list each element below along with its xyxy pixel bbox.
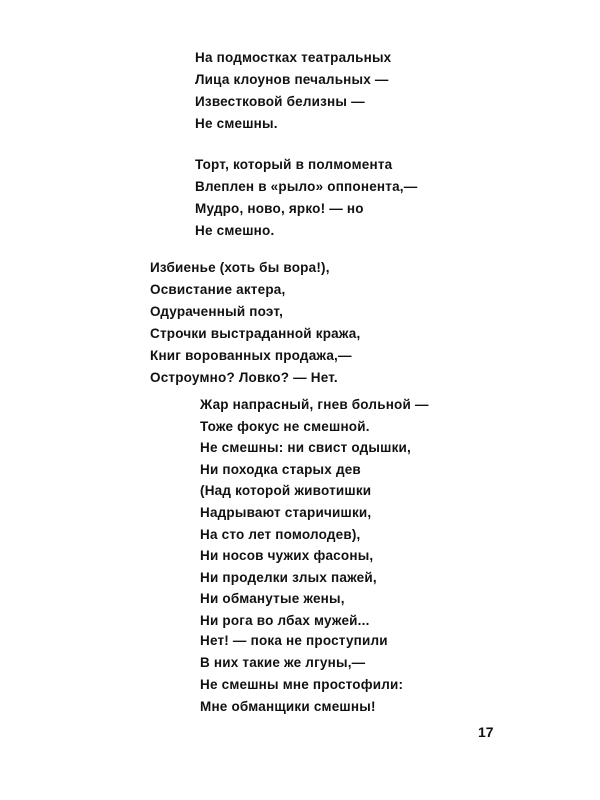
poem-line: Освистание актера, [150,282,286,297]
poem-line: Ни носов чужих фасоны, [200,548,374,564]
poem-line: Не смешны. [195,116,278,131]
poem-line: Мудро, ново, ярко! — но [195,201,364,216]
poem-line: Известковой белизны — [195,94,365,109]
poem-line: Лица клоунов печальных — [195,72,389,87]
stanza-4 [200,394,429,632]
poem-line: Ни походка старых дев [200,461,361,477]
poem-line: Строчки выстраданной кража, [150,326,361,341]
poem-line: В них такие же лгуны,— [200,655,366,670]
stanza-2 [195,154,417,242]
page-number: 17 [478,724,494,740]
stanza-1 [195,47,391,135]
poem-line: Влеплен в «рыло» оппонента,— [195,179,418,194]
stanza-5 [200,630,403,718]
poem-line: На сто лет помолодев), [200,526,361,542]
poem-line: Тоже фокус не смешной. [200,418,370,434]
poem-line: (Над которой животишки [200,483,372,499]
poem-line: Мне обманщики смешны! [200,699,376,714]
poem-line: Ни обманутые жены, [200,591,345,607]
poem-line: Жар напрасный, гнев больной — [200,397,429,412]
poem-line: Остроумно? Ловко? — Нет. [150,370,338,385]
poem-line: Не смешно. [195,223,275,238]
poem-line: На подмостках театральных [195,50,392,65]
poem-line: Не смешны: ни свист одышки, [200,440,411,456]
poem-line: Не смешны мне простофили: [200,677,404,692]
poem-line: Одураченный поэт, [150,304,284,319]
poem-line: Ни рога во лбах мужей... [200,612,370,628]
stanza-3 [150,257,360,389]
poem-line: Книг ворованных продажа,— [150,348,352,363]
poem-line: Избиенье (хоть бы вора!), [150,260,330,275]
poem-line: Торт, который в полмомента [195,157,393,172]
poem-line: Нет! — пока не проступили [200,633,388,648]
poem-line: Ни проделки злых пажей, [200,569,377,585]
poem-line: Надрывают старичишки, [200,504,372,520]
